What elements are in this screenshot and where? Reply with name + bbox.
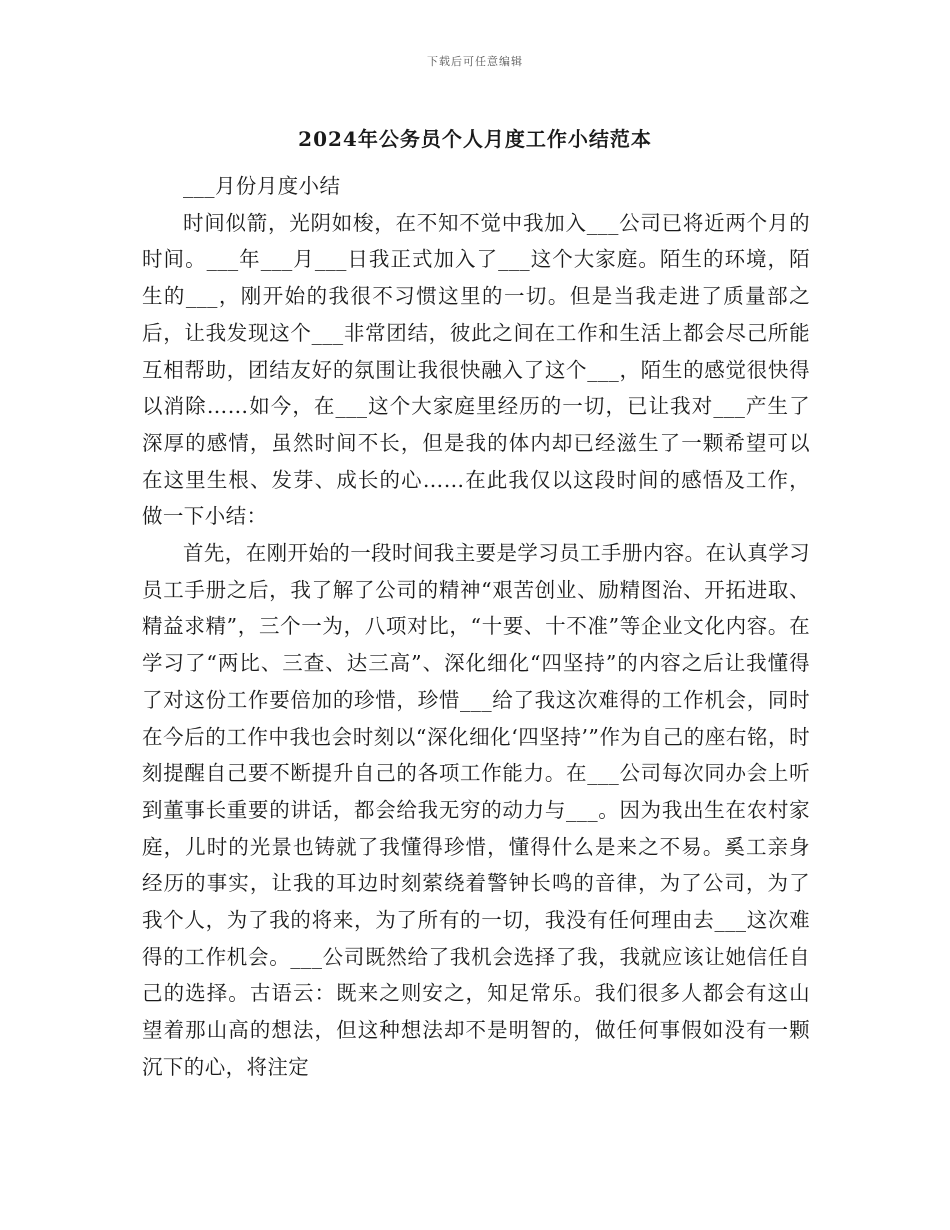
header-note: 下载后可任意编辑 xyxy=(427,55,523,68)
paragraph-subheading: ___月份月度小结 xyxy=(183,174,341,198)
document-title: 2024年公务员个人月度工作小结范本 xyxy=(298,127,652,151)
document-body xyxy=(142,168,810,1086)
paragraph-first: 首先，在刚开始的一段时间我主要是学习员工手册内容。在认真学习员工手册之后，我了解了公司的精神“艰苦创业、励精图治、开拓进取、精益求精”，三个一为，八项对比，“十要、十不准”等企业文化内容。在学习了“两比、三查、达三高”、深化细化“四坚持”的内容之后让我懂得了对这份工作要倍加的珍惜，珍惜___给了我这次难得的工作机会，同时在今后的工作中我也会时刻以“深化细化‘四坚持’”作为自己的座右铭，时刻提醒自己要不断提升自己的各项工作能力。在___公司每次同办会上听到董事长重要的讲话，都会给我无穷的动力与___。因为我出生在农村家庭，儿时的光景也铸就了我懂得珍惜，懂得什么是来之不易。奚工亲身经历的事实，让我的耳边时刻萦绕着警钟长鸣的音律，为了公司，为了我个人，为了我的将来，为了所有的一切，我没有任何理由去___这次难得的工作机会。___公司既然给了我机会选择了我，我就应该让她信任自己的选择。古语云：既来之则安之，知足常乐。我们很多人都会有这山望着那山高的想法，但这种想法却不是明智的，做任何事假如没有一颗沉下的心，将注定 xyxy=(142,541,810,1079)
paragraph-intro: 时间似箭，光阴如梭，在不知不觉中我加入___公司已将近两个月的时间。___年___月___日我正式加入了___这个大家庭。陌生的环境，陌生的___，刚开始的我很不习惯这里的一切。但是当我走进了质量部之后，让我发现这个___非常团结，彼此之间在工作和生活上都会尽己所能互相帮助，团结友好的氛围让我很快融入了这个___，陌生的感觉很快得以消除……如今，在___这个大家庭里经历的一切，已让我对___产生了深厚的感情，虽然时间不长，但是我的体内却已经滋生了一颗希望可以在这里生根、发芽、成长的心……在此我仅以这段时间的感悟及工作，做一下小结： xyxy=(142,210,810,529)
